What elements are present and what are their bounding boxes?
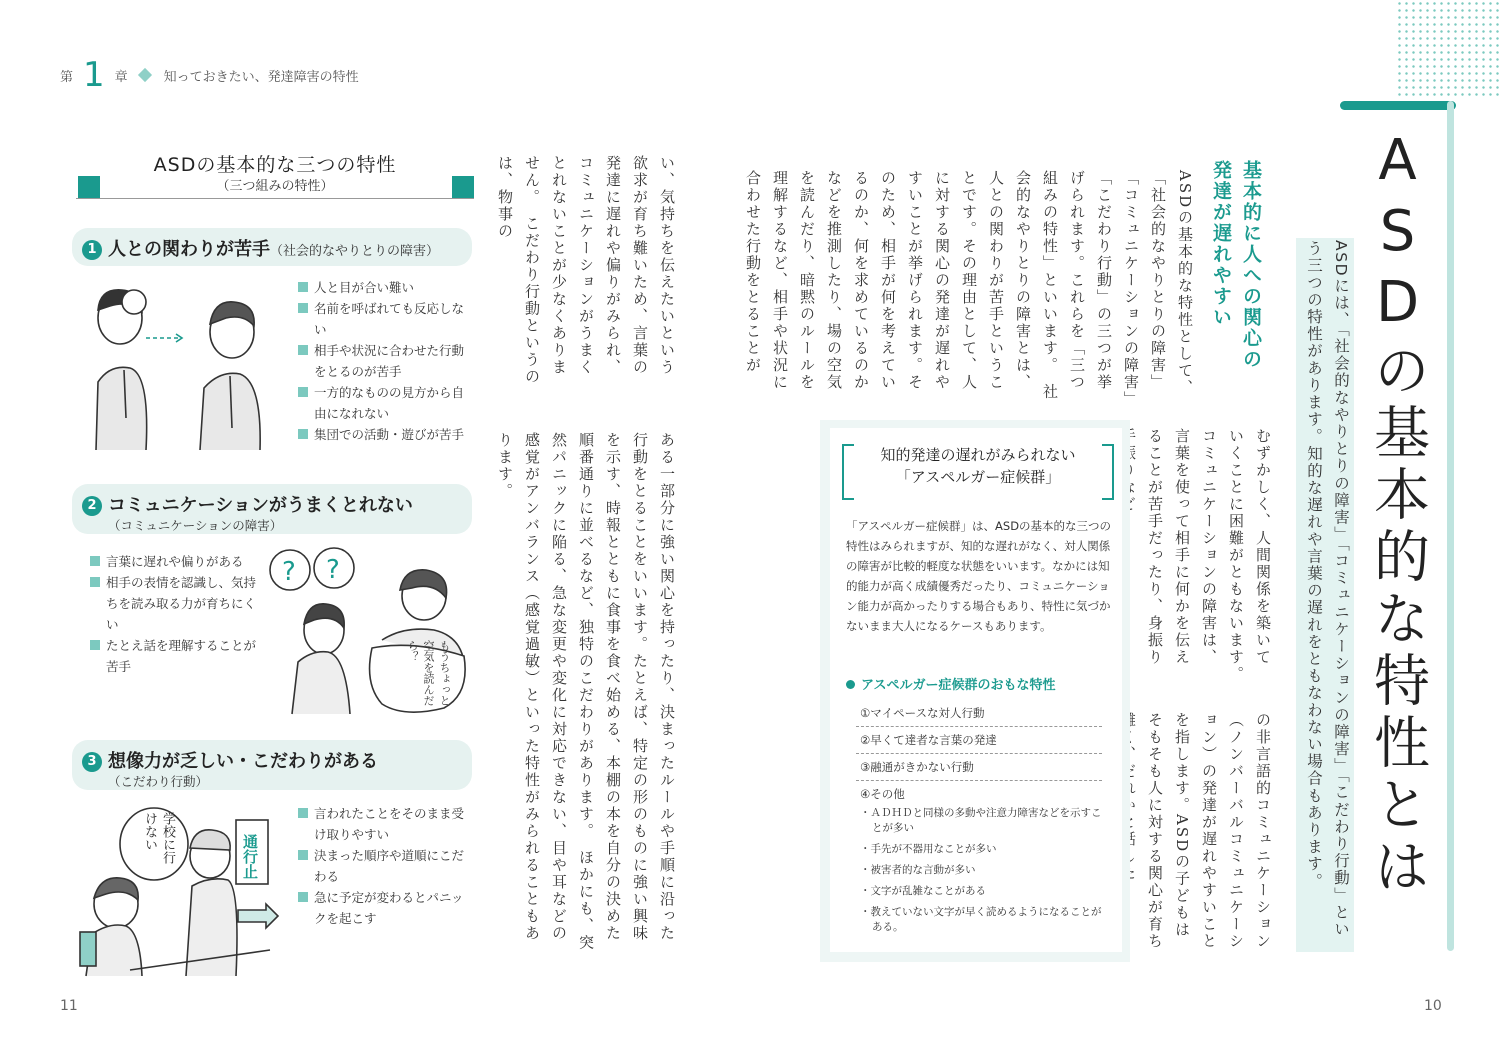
page-number-right: 10 bbox=[1424, 998, 1442, 1014]
list-item: ④その他 bbox=[860, 787, 905, 801]
sublist-item: ・ ＡＤＨＤと同様の多動や注意力障害などを示すことが多い bbox=[872, 806, 1102, 836]
title-accent-bar bbox=[1340, 101, 1456, 110]
feature-item: 言われたことをそのまま受け取りやすい bbox=[298, 803, 468, 845]
page-number-left: 11 bbox=[60, 998, 78, 1014]
info-box-title bbox=[845, 444, 1111, 496]
feature-item: 相手の表情を認識し、気持ちを読み取る力が育ちにくい bbox=[90, 572, 258, 635]
list-item: ①マイペースな対人行動 bbox=[856, 700, 1102, 727]
speech-bubble-text: 学校に行けない bbox=[142, 812, 175, 864]
figure-divider bbox=[76, 198, 474, 199]
sublist-item: ・ 教えていない文字が早く読めるようになることがある。 bbox=[872, 905, 1102, 935]
body-text-right-bottom-2: の非言語的コミュニケーション（ノンバーバルコミュニケーション）の発達が遅れやすいことを指します。ASDの子どもはそもそも人に対する関心が育ち bbox=[1146, 712, 1272, 950]
info-box-subheading bbox=[846, 674, 1055, 693]
speech-bubble-text: もうちょっと空気を読んだら？ bbox=[406, 640, 451, 706]
section-1-features bbox=[298, 277, 468, 445]
info-box-title-line1: 知的発達の遅れがみられない bbox=[880, 446, 1076, 464]
chapter-header bbox=[60, 55, 359, 95]
body-text-left-bottom: ある一部分に強い関心を持ったり、決まったルールや手順に沿った行動をとることをいいます。たとえば、特定の形のものに強い興味を示す、時報とともに食事を食べ始める、本棚の本を自分の決めた順番通りに並べるなど、独特のこだわりがあります。 ほかにも、突然パニックに陥る、急な変更や変化に対応できない、目や耳などの感覚がアンバランス（感覚過敏）といった特性がみられることもあります。 bbox=[496, 432, 676, 952]
sublist-item: ・ 被害者的な言動が多い bbox=[872, 863, 1102, 878]
road-sign-text: 通行止 bbox=[241, 834, 259, 879]
list-item: ②早くて達者な言葉の発達 bbox=[856, 727, 1102, 754]
number-badge: 3 bbox=[82, 752, 102, 772]
lead-text: ASDには、「社会的なやりとりの障害」「コミュニケーションの障害」「こだわり行動」という三つの特性があります。知的な遅れや言葉の遅れをともなわない場合もあります。 bbox=[1296, 238, 1354, 952]
section-heading: 基本的に人への関心の発達が遅れやすい bbox=[1210, 160, 1262, 370]
dot-pattern-decoration bbox=[1396, 0, 1500, 100]
page-title: ASDの基本的な特性とは bbox=[1365, 128, 1430, 899]
section-2-features bbox=[90, 551, 258, 677]
chapter-number: 1 bbox=[83, 55, 105, 95]
list-item: ③融通がきかない行動 bbox=[856, 754, 1102, 781]
section-sub: （こだわり行動） bbox=[108, 774, 209, 789]
chapter-prefix: 第 bbox=[60, 69, 74, 85]
chapter-suffix: 章 bbox=[114, 69, 128, 85]
feature-item: 名前を呼ばれても反応しない bbox=[298, 298, 468, 340]
feature-item: 決まった順序や道順にこだわる bbox=[298, 845, 468, 887]
feature-item: 急に予定が変わるとパニックを起こす bbox=[298, 887, 468, 929]
feature-item: 集団での活動・遊びが苦手 bbox=[298, 424, 468, 445]
figure-heading bbox=[76, 152, 474, 200]
feature-item: 一方的なものの見方から自由になれない bbox=[298, 382, 468, 424]
info-box-title-line2: 「アスペルガー症候群」 bbox=[895, 468, 1061, 486]
info-box-list bbox=[856, 700, 1102, 807]
feature-item: 相手や状況に合わせた行動をとるのが苦手 bbox=[298, 340, 468, 382]
body-text-right-bottom: むずかしく、人間関係を築いていくことに困難がともないます。 コミュニケーションの障害は、言葉を使って相手に何かを伝えることが苦手だったり、身振り bbox=[1146, 428, 1272, 676]
info-box-body: 「アスペルガー症候群」は、ASDの基本的な三つの特性はみられますが、知的な遅れがなく、対人関係の障害が比較的軽度な状態をいいます。なかには知的能力が高く成績優秀だったり、コミュニケーション能力が高かったりする場合もあり、特性に気づかないまま大人になるケースもあります。 bbox=[846, 519, 1112, 633]
section-title: コミュニケーションがうまくとれない bbox=[108, 495, 413, 516]
bullet-icon bbox=[846, 680, 855, 689]
sublist-item: ・ 文字が乱雑なことがある bbox=[872, 884, 1102, 899]
feature-item: 言葉に遅れや偏りがある bbox=[90, 551, 258, 572]
section-3-header bbox=[72, 740, 472, 790]
sublist-item: ・ 手先が不器用なことが多い bbox=[872, 842, 1102, 857]
number-badge: 2 bbox=[82, 496, 102, 516]
body-text-left-top: い、気持ちを伝えたいという欲求が育ち難いため、言葉の発達に遅れや偏りがみられ、コミュニケーションがうまくとれないことが少なくありません。 こだわり行動というのは、物事の bbox=[496, 155, 676, 386]
info-box-subheading-text: アスペルガー症候群のおもな特性 bbox=[861, 678, 1056, 693]
section-sub: （コミュニケーションの障害） bbox=[108, 518, 283, 533]
section-3-features bbox=[298, 803, 468, 929]
diamond-icon bbox=[138, 68, 152, 82]
feature-item: たとえ話を理解することが苦手 bbox=[90, 635, 258, 677]
body-text-right-top: ASDの基本的な特性として、「社会的なやりとりの障害」「コミュニケーションの障害」「こだわり行動」の三つが挙げられます。これらを「三つ組みの特性」といいます。 社会的なやりとりの障害とは、人との関わりが苦手ということです。その理由として、人に対する関心の発達が遅れやすいことが挙げられます。そのため、相手が何を考えているのか、何を求めているのかなどを推測したり、場の空気を読んだり、暗黙のルールを理解するなど、相手や状況に合わせた行動をとることが bbox=[744, 170, 1194, 401]
chapter-title: 知っておきたい、発達障害の特性 bbox=[163, 69, 359, 85]
svg-text:?: ? bbox=[326, 555, 340, 585]
svg-text:?: ? bbox=[282, 557, 296, 587]
section-title: 想像力が乏しい・こだわりがある bbox=[108, 751, 378, 772]
figure-subtitle: （三つ組みの特性） bbox=[216, 179, 334, 194]
feature-item: 人と目が合い難い bbox=[298, 277, 468, 298]
section-note: （社会的なやりとりの障害） bbox=[270, 244, 440, 259]
section-1-header bbox=[72, 228, 472, 266]
figure-title: ASDの基本的な三つの特性 bbox=[153, 154, 397, 176]
illustration-road-closed bbox=[70, 800, 282, 980]
illustration-two-men bbox=[80, 278, 280, 456]
section-2-header bbox=[72, 484, 472, 534]
title-side-bar bbox=[1447, 101, 1454, 951]
section-title: 人との関わりが苦手 bbox=[108, 239, 270, 260]
info-box-sublist bbox=[872, 806, 1102, 941]
number-badge: 1 bbox=[82, 240, 102, 260]
